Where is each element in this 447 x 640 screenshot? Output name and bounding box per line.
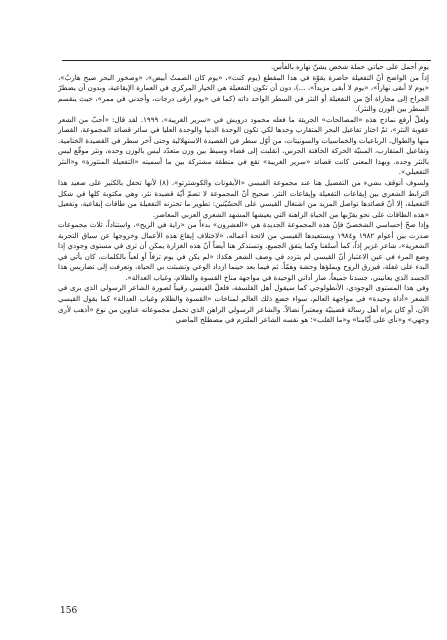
paragraph: وإذا صحّ إحساسي الشخصيّ فإنّ هذه المجموعة الجديدة هي «العشرون» بدءاً من «راية في الريح»، واستناداً، ثلاث مجموعات صدرت بين أعوام ١٩٨٢ و١٩٨٤ ويستعيدها القيسي من لائحة أعماله، «لاختلاف إيقاع هذه الأعمال وخروجها عن سياق التجربة الشعرية»، شاعر غزير إذاً، كما أسلفنا وكما يتفق الجميع. وتستدكر هنا أيضاً أنّ هذه الغزارة يمكن أن ترى في مستوى وجودي إذا وضع المرء في عين الاعتبار أنّ القيسي لم يتردد في وصف الشعر هكذا: «لم يكن في يوم ترفاً أو لعباً بالكلمات، كان يأتي في البدء على غفلة، فيزرق الروح ويملؤها وحشة وهمّاً. ثم فيما بعد حينما ازداد الوعي وتشبثت بي الحياة، وتعرفت إلى تضاريس هذا الجسد الذي يعانيني، جسدنا جميعاً، صار أداتي الوحيدة في مواجهة مناخ القسوة والظلام، وغياب العدالة». bbox=[58, 220, 429, 282]
paragraph: ولعلّ أرفع نماذج هذه «المصالحات» الجريئة ما فعله محمود درويش في «سرير الغريبة»، ١٩٩٩. لقد قال: «أحبّ من الشعر عقوبة النثر»، ثمّ اختار تفاعيل البحر المتقارب وحدها لكي تكون الوحدة الدنيا والوحدة العليا في سائر قصائد المجموعة، القصار منها والطوال، الرباعيات والخماسيات والسونيتات، من أوّل سطر في القصيدة الاستهلالية وحتى آخر سطر في القصيدة الختامية. وتفاعيل المتقارب، المبنيّة الحركة الخافتة الجرس، انقلبت إلى فضاء وسيط بين وزن متعدّد ليس بالوزن وحده، ونثر موقّع ليس بالنثر وحده. وبهذا المعنى كانت قصائد «سرير الغريبة» تقع في منطقة مشتركة بين ما أسميته «التفعيلة المنثورة» و«النثر التفعيلي». bbox=[58, 114, 429, 177]
body-text bbox=[58, 62, 429, 607]
paragraph: يوم أحمل على حياتي حملة شخص يشنّ نهاره بالفأس. bbox=[270, 62, 429, 71]
paragraph: ولسوف أتوقف بشيء من التفصيل هنا عند مجموعة القيسي «الأيقونات والكوشترتو»، (٨) لأنها تحفل بالكثير على صعيد هذا الترابط الشعري بين إيقاعات التفعيلة وإيقاعات النثر. صحيح أنّ المجموعة لا تضمّ أيّة قصيدة نثر، وهي مكتوبة كلها في شكل التفعيلة، إلا أنّ قصائدها تواصل المزيد من اشتغال القيسي على الحسّيّتين: تطوير ما تختزنه التفعيلة من طاقات إيقاعية، وتفعيل «هذه الطاقات على نحو يقرّبها من الحياة الراهنة التي يعيشها المشهد الشعري العربي المعاصر. bbox=[58, 178, 429, 219]
paragraph: وفي هذا المستوى الوجودي، الأنطولوجي كما سيقول أهل الفلسفة، فلعلّ القيسي رقيباً لصورة الشاعر الرسولي الذي يرى في الشعر «أداة وحيدة» في مواجهة العالم، سواء خضع ذلك العالم لمناخات «القسوة والظلام وغياب العدالة» كما يقول القيسي الآن، أو كان يراه أهل رسالة قضيتيّة ومعتبراً نضالاً. والشاعر الرسولي الراهن الذي تحمل مجموعاته عناوين من نوع «أذهب لأرى وجهي» و«نأي على أيّامنا» و«ما القلب»؛ هو نفسه الشاعر الملتزم في مصطلح الماضي bbox=[58, 283, 429, 325]
paragraph: إذاً من الواضح أنّ التفعيلة حاضرة بقوّة في هذا المقطع (يوم كنت»، «يوم كان الصمتُ أبيض»، «وصخور البحر صبح هاربٌ»، «يوم لا أبقى نهاراً»، «يوم لا أبقى مزيداً»، ...)، دون أن تكون التفعيلة هي الخيار المركزي في العمارة الإيقاعية، وبدون أن يضطرّ الجراح إلى مجاراة أيّ من التفعيلة أو النثر في السطر الواحد ذاته (كما في «يوم أرقى درجات، وأجدني في ممر»، حيث ينقسم السطر بين الوزن والنثر). bbox=[58, 72, 429, 114]
page-number: 156 bbox=[60, 606, 78, 616]
top-rule bbox=[62, 60, 431, 61]
